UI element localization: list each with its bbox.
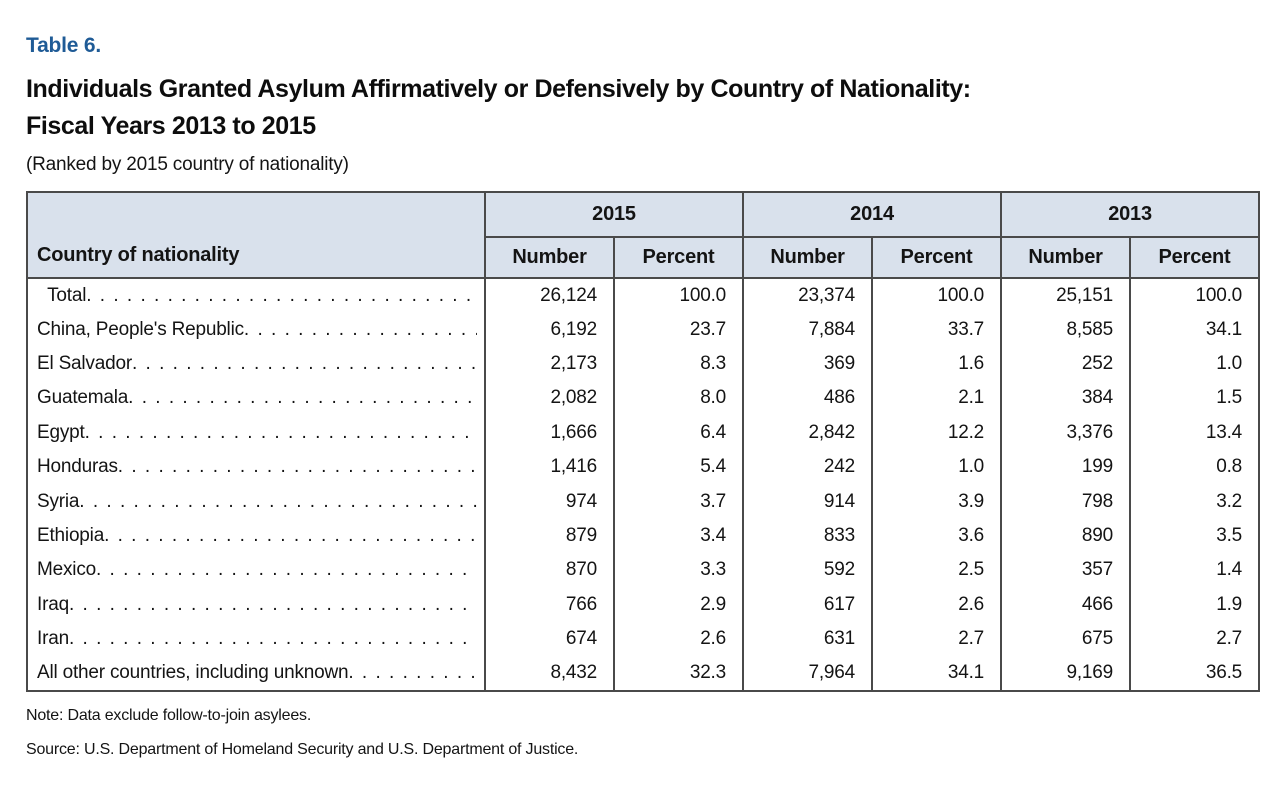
percent-cell: 3.4	[614, 519, 743, 553]
number-cell: 252	[1001, 347, 1130, 381]
percent-cell: 3.5	[1130, 519, 1259, 553]
country-cell	[27, 656, 485, 690]
col-header-percent-2014: Percent	[872, 237, 1001, 278]
percent-cell: 100.0	[614, 278, 743, 312]
table-subtitle: (Ranked by 2015 country of nationality)	[26, 154, 349, 175]
table-row	[27, 622, 1259, 656]
col-header-number-2015: Number	[485, 237, 614, 278]
country-cell	[27, 519, 485, 553]
country-cell	[27, 312, 485, 346]
col-header-number-2014: Number	[743, 237, 872, 278]
col-header-percent-2013: Percent	[1130, 237, 1259, 278]
percent-cell: 2.1	[872, 381, 1001, 415]
country-cell	[27, 416, 485, 450]
percent-cell: 1.0	[872, 450, 1001, 484]
percent-cell: 2.6	[614, 622, 743, 656]
table-title-line1: Individuals Granted Asylum Affirmatively or Defensively by Country of Nationality:	[26, 75, 971, 103]
source-text: Source: U.S. Department of Homeland Security and U.S. Department of Justice.	[26, 740, 579, 758]
country-name: Ethiopia	[37, 524, 105, 546]
percent-cell: 100.0	[1130, 278, 1259, 312]
dot-leader	[132, 353, 477, 375]
number-cell: 486	[743, 381, 872, 415]
number-cell: 974	[485, 484, 614, 518]
table-row	[27, 416, 1259, 450]
country-cell	[27, 450, 485, 484]
percent-cell: 13.4	[1130, 416, 1259, 450]
year-header-2015: 2015	[485, 192, 743, 237]
percent-cell: 2.5	[872, 553, 1001, 587]
dot-leader	[348, 662, 477, 684]
number-cell: 1,416	[485, 450, 614, 484]
year-header-2013: 2013	[1001, 192, 1259, 237]
number-cell: 199	[1001, 450, 1130, 484]
percent-cell: 34.1	[1130, 312, 1259, 346]
number-cell: 8,432	[485, 656, 614, 690]
number-cell: 674	[485, 622, 614, 656]
percent-cell: 1.0	[1130, 347, 1259, 381]
col-header-number-2013: Number	[1001, 237, 1130, 278]
percent-cell: 2.6	[872, 588, 1001, 622]
number-cell: 879	[485, 519, 614, 553]
country-name: Guatemala	[37, 387, 129, 409]
percent-cell: 3.6	[872, 519, 1001, 553]
percent-cell: 1.9	[1130, 588, 1259, 622]
table-title-line2: Fiscal Years 2013 to 2015	[26, 112, 316, 140]
percent-cell: 6.4	[614, 416, 743, 450]
table-row	[27, 588, 1259, 622]
percent-cell: 5.4	[614, 450, 743, 484]
country-cell	[27, 278, 485, 312]
table-row	[27, 381, 1259, 415]
percent-cell: 100.0	[872, 278, 1001, 312]
number-cell: 766	[485, 588, 614, 622]
country-name: Iran	[37, 628, 69, 650]
table-row	[27, 484, 1259, 518]
dot-leader	[96, 559, 477, 581]
table-row	[27, 312, 1259, 346]
number-cell: 592	[743, 553, 872, 587]
country-name: Total	[47, 284, 87, 306]
table-row	[27, 553, 1259, 587]
note-text: Note: Data exclude follow-to-join asylees.	[26, 706, 312, 724]
table-row	[27, 656, 1259, 690]
percent-cell: 2.9	[614, 588, 743, 622]
table-number-label: Table 6.	[26, 34, 102, 57]
number-cell: 675	[1001, 622, 1130, 656]
number-cell: 870	[485, 553, 614, 587]
col-header-percent-2015: Percent	[614, 237, 743, 278]
percent-cell: 3.7	[614, 484, 743, 518]
number-cell: 384	[1001, 381, 1130, 415]
dot-leader	[104, 525, 477, 547]
asylum-statistics-table	[26, 191, 1260, 692]
country-cell	[27, 588, 485, 622]
number-cell: 9,169	[1001, 656, 1130, 690]
country-cell	[27, 484, 485, 518]
country-cell	[27, 622, 485, 656]
number-cell: 1,666	[485, 416, 614, 450]
number-cell: 2,173	[485, 347, 614, 381]
country-cell	[27, 347, 485, 381]
number-cell: 25,151	[1001, 278, 1130, 312]
number-cell: 617	[743, 588, 872, 622]
percent-cell: 32.3	[614, 656, 743, 690]
country-name: Iraq	[37, 593, 69, 615]
country-name: Egypt	[37, 421, 85, 443]
country-cell	[27, 381, 485, 415]
dot-leader	[85, 422, 477, 444]
percent-cell: 2.7	[872, 622, 1001, 656]
number-cell: 631	[743, 622, 872, 656]
number-cell: 7,884	[743, 312, 872, 346]
number-cell: 3,376	[1001, 416, 1130, 450]
number-cell: 798	[1001, 484, 1130, 518]
country-name: Mexico	[37, 559, 96, 581]
number-cell: 7,964	[743, 656, 872, 690]
year-header-2014: 2014	[743, 192, 1001, 237]
country-name: Honduras	[37, 456, 118, 478]
number-cell: 23,374	[743, 278, 872, 312]
dot-leader	[118, 456, 477, 478]
row-header-country-of-nationality: Country of nationality	[27, 192, 485, 278]
number-cell: 890	[1001, 519, 1130, 553]
dot-leader	[244, 319, 477, 341]
country-name: All other countries, including unknown	[37, 661, 349, 683]
table-row	[27, 450, 1259, 484]
percent-cell: 23.7	[614, 312, 743, 346]
percent-cell: 33.7	[872, 312, 1001, 346]
percent-cell: 1.6	[872, 347, 1001, 381]
country-name: China, People's Republic	[37, 318, 244, 340]
percent-cell: 0.8	[1130, 450, 1259, 484]
percent-cell: 1.4	[1130, 553, 1259, 587]
dot-leader	[69, 628, 477, 650]
dot-leader	[79, 491, 477, 513]
number-cell: 914	[743, 484, 872, 518]
country-name: El Salvador	[37, 352, 132, 374]
number-cell: 369	[743, 347, 872, 381]
number-cell: 357	[1001, 553, 1130, 587]
percent-cell: 36.5	[1130, 656, 1259, 690]
dot-leader	[128, 387, 477, 409]
table-row	[27, 519, 1259, 553]
number-cell: 466	[1001, 588, 1130, 622]
number-cell: 2,082	[485, 381, 614, 415]
number-cell: 2,842	[743, 416, 872, 450]
percent-cell: 12.2	[872, 416, 1001, 450]
number-cell: 8,585	[1001, 312, 1130, 346]
percent-cell: 8.0	[614, 381, 743, 415]
percent-cell: 1.5	[1130, 381, 1259, 415]
table-body	[27, 278, 1259, 691]
percent-cell: 3.9	[872, 484, 1001, 518]
percent-cell: 8.3	[614, 347, 743, 381]
table-header	[27, 192, 1259, 278]
percent-cell: 2.7	[1130, 622, 1259, 656]
dot-leader	[86, 285, 477, 307]
percent-cell: 3.2	[1130, 484, 1259, 518]
table-row	[27, 347, 1259, 381]
number-cell: 26,124	[485, 278, 614, 312]
percent-cell: 3.3	[614, 553, 743, 587]
country-cell	[27, 553, 485, 587]
number-cell: 833	[743, 519, 872, 553]
number-cell: 6,192	[485, 312, 614, 346]
country-name: Syria	[37, 490, 80, 512]
table-row	[27, 278, 1259, 312]
number-cell: 242	[743, 450, 872, 484]
dot-leader	[69, 594, 477, 616]
year-header-row	[27, 192, 1259, 237]
percent-cell: 34.1	[872, 656, 1001, 690]
